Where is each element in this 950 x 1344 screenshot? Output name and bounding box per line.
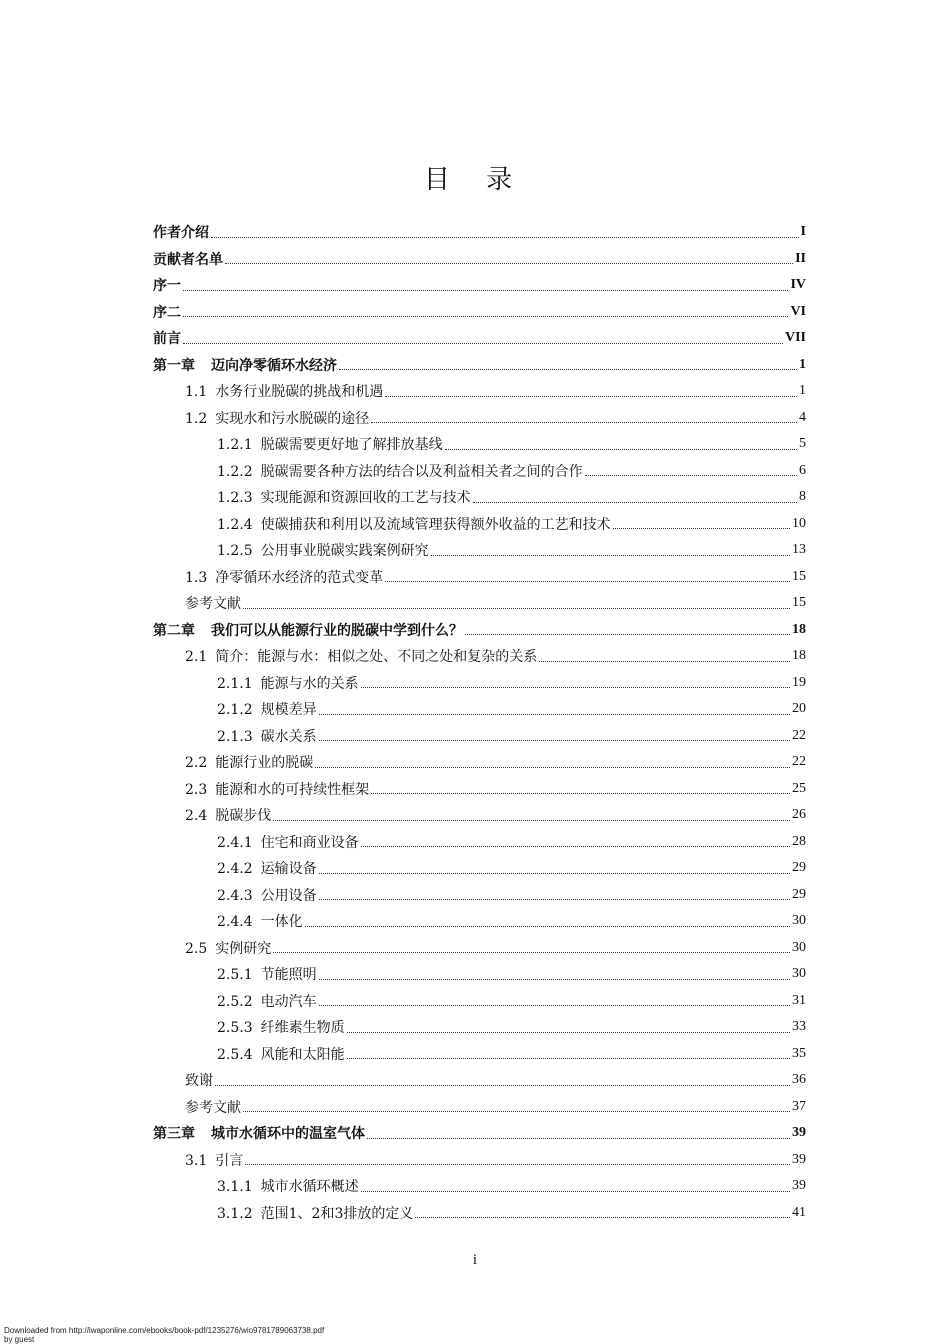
- toc-entry-number: 1.3: [185, 569, 208, 586]
- toc-entry-number: 2.1.2: [217, 702, 253, 719]
- toc-entry-title: 序二: [153, 304, 181, 321]
- toc-entry[interactable]: [0, 882, 950, 909]
- toc-entry-number: 第一章: [153, 357, 195, 374]
- dot-leader: [245, 1163, 790, 1165]
- dot-leader: [183, 289, 788, 291]
- toc-entry-page: 30: [792, 913, 806, 929]
- toc-entry-label: [185, 779, 369, 799]
- toc-entry[interactable]: [0, 1094, 950, 1121]
- toc-entry[interactable]: [0, 617, 950, 644]
- dot-leader: [319, 872, 790, 874]
- dot-leader: [225, 262, 793, 264]
- toc-entry-page: VII: [784, 330, 806, 346]
- toc-entry-label: [217, 487, 471, 507]
- toc-entry-title: 使碳捕获和利用以及流域管理获得额外收益的工艺和技术: [260, 516, 611, 533]
- dot-leader: [319, 1004, 790, 1006]
- dot-leader: [385, 395, 797, 397]
- toc-entry-label: [185, 805, 271, 825]
- toc-entry-label: [217, 514, 611, 534]
- toc-entry-number: 第二章: [153, 622, 195, 639]
- toc-entry-label: [185, 938, 271, 958]
- toc-entry-label: [217, 540, 429, 560]
- toc-entry-number: 2.4: [185, 808, 208, 825]
- toc-entry-label: [217, 434, 443, 454]
- toc-entry-title: 水务行业脱碳的挑战和机遇: [215, 384, 384, 401]
- toc-entry-label: [217, 1203, 413, 1223]
- toc-entry-label: [217, 1044, 345, 1064]
- toc-entry[interactable]: [0, 802, 950, 829]
- dot-leader: [243, 607, 790, 609]
- toc-entry-number: 2.1.1: [217, 675, 253, 692]
- toc-entry-number: 2.5.3: [217, 1020, 253, 1037]
- toc-entry-title: 风能和太阳能: [260, 1046, 345, 1063]
- dot-leader: [431, 554, 790, 556]
- toc-entry[interactable]: [0, 590, 950, 617]
- toc-entry[interactable]: [0, 670, 950, 697]
- toc-entry-page: 26: [792, 807, 806, 823]
- toc-entry[interactable]: [0, 1067, 950, 1094]
- toc-entry-page: 35: [792, 1045, 806, 1061]
- toc-entry-title: 纤维素生物质: [260, 1020, 345, 1037]
- toc-entry-page: VI: [790, 303, 806, 319]
- dot-leader: [613, 527, 790, 529]
- dot-leader: [585, 474, 797, 476]
- toc-entry[interactable]: [0, 988, 950, 1015]
- toc-entry-title: 能源行业的脱碳: [215, 755, 314, 772]
- dot-leader: [319, 898, 790, 900]
- dot-leader: [339, 368, 797, 370]
- toc-entry-number: 2.1: [185, 649, 208, 666]
- toc-entry-page: 39: [792, 1125, 806, 1141]
- dot-leader: [243, 1110, 790, 1112]
- toc-entry-page: 1: [799, 383, 806, 399]
- toc-entry-page: 18: [792, 648, 806, 664]
- toc-entry-title: 贡献者名单: [153, 251, 223, 268]
- dot-leader: [445, 448, 797, 450]
- toc-entry-title: 电动汽车: [260, 993, 317, 1010]
- toc-entry-label: [153, 355, 337, 375]
- toc-entry-label: [153, 1123, 365, 1143]
- dot-leader: [273, 951, 790, 953]
- toc-entry-page: 22: [792, 754, 806, 770]
- toc-entry-label: [217, 858, 317, 878]
- toc-entry-page: 10: [792, 515, 806, 531]
- table-of-contents: [0, 219, 950, 1226]
- toc-entry-page: 22: [792, 727, 806, 743]
- toc-entry-page: 36: [792, 1072, 806, 1088]
- dot-leader: [347, 1057, 790, 1059]
- toc-entry-page: 33: [792, 1019, 806, 1035]
- dot-leader: [371, 421, 797, 423]
- toc-entry[interactable]: [0, 961, 950, 988]
- toc-entry-title: 范围1、2和3排放的定义: [260, 1205, 414, 1222]
- toc-entry[interactable]: [0, 1147, 950, 1174]
- toc-entry-label: [217, 726, 317, 746]
- toc-entry-title: 一体化: [260, 914, 303, 931]
- toc-entry-title: 公用事业脱碳实践案例研究: [260, 543, 429, 560]
- toc-entry-label: [185, 752, 313, 772]
- toc-entry[interactable]: [0, 378, 950, 405]
- toc-entry-page: 30: [792, 966, 806, 982]
- toc-entry-label: [217, 991, 317, 1011]
- toc-entry[interactable]: [0, 431, 950, 458]
- toc-entry[interactable]: [0, 829, 950, 856]
- toc-entry[interactable]: [0, 325, 950, 352]
- toc-entry-page: 15: [792, 595, 806, 611]
- dot-leader: [465, 633, 790, 635]
- toc-entry-page: 29: [792, 886, 806, 902]
- toc-entry-number: 2.5.2: [217, 993, 253, 1010]
- download-note: [4, 1326, 324, 1344]
- toc-entry[interactable]: [0, 537, 950, 564]
- toc-entry-page: IV: [790, 277, 806, 293]
- toc-entry-title: 我们可以从能源行业的脱碳中学到什么？: [211, 622, 463, 639]
- dot-leader: [273, 819, 790, 821]
- toc-entry-number: 2.5: [185, 940, 208, 957]
- toc-entry-title: 实现能源和资源回收的工艺与技术: [260, 490, 471, 507]
- toc-entry-number: 1.2.2: [217, 463, 253, 480]
- dot-leader: [367, 1137, 790, 1139]
- toc-entry-label: [217, 832, 359, 852]
- toc-entry[interactable]: [0, 405, 950, 432]
- dot-leader: [211, 236, 799, 238]
- toc-entry-page: 19: [792, 674, 806, 690]
- toc-entry-title: 公用设备: [260, 887, 317, 904]
- toc-entry-page: 6: [799, 462, 806, 478]
- toc-entry-title: 实现水和污水脱碳的途径: [215, 410, 370, 427]
- toc-entry-number: 3.1.2: [217, 1205, 253, 1222]
- toc-entry[interactable]: [0, 458, 950, 485]
- dot-leader: [319, 713, 790, 715]
- toc-entry-page: 39: [792, 1151, 806, 1167]
- toc-entry-page: 39: [792, 1178, 806, 1194]
- toc-entry-label: [217, 461, 583, 481]
- dot-leader: [539, 660, 790, 662]
- toc-entry-page: 20: [792, 701, 806, 717]
- toc-entry-label: [185, 381, 383, 401]
- toc-entry-number: 2.5.4: [217, 1046, 253, 1063]
- toc-entry-label: [185, 1097, 241, 1117]
- toc-entry-title: 简介：能源与水：相似之处、不同之处和复杂的关系: [215, 649, 538, 666]
- toc-entry-number: 1.2: [185, 410, 208, 427]
- toc-entry[interactable]: [0, 908, 950, 935]
- toc-entry-number: 2.1.3: [217, 728, 253, 745]
- toc-entry-label: [185, 1150, 243, 1170]
- toc-entry-title: 脱碳需要各种方法的结合以及利益相关者之间的合作: [260, 463, 583, 480]
- toc-entry-label: [217, 1017, 345, 1037]
- toc-entry[interactable]: [0, 723, 950, 750]
- toc-entry[interactable]: [0, 299, 950, 326]
- toc-entry-label: [217, 673, 359, 693]
- dot-leader: [315, 766, 790, 768]
- toc-entry[interactable]: [0, 696, 950, 723]
- toc-entry-label: [185, 408, 369, 428]
- toc-entry-label: [217, 964, 317, 984]
- toc-entry-title: 运输设备: [260, 861, 317, 878]
- toc-entry-label: [185, 567, 383, 587]
- toc-entry-page: 18: [792, 621, 806, 637]
- toc-entry-number: 1.2.3: [217, 490, 253, 507]
- download-guest-line: by guest: [4, 1335, 35, 1344]
- toc-entry-number: 1.2.4: [217, 516, 253, 533]
- toc-entry-number: 1.1: [185, 384, 208, 401]
- toc-entry-label: [153, 249, 223, 269]
- toc-entry[interactable]: [0, 511, 950, 538]
- dot-leader: [305, 925, 790, 927]
- toc-entry-page: 31: [792, 992, 806, 1008]
- toc-entry[interactable]: [0, 643, 950, 670]
- dot-leader: [361, 845, 790, 847]
- toc-entry-title: 序一: [153, 278, 181, 295]
- toc-entry-title: 作者介绍: [153, 225, 209, 242]
- dot-leader: [347, 1031, 790, 1033]
- toc-entry-number: 第三章: [153, 1126, 195, 1143]
- toc-entry-title: 住宅和商业设备: [260, 834, 359, 851]
- toc-entry-label: [153, 222, 209, 242]
- toc-entry-page: 1: [799, 356, 806, 372]
- toc-entry-label: [217, 1176, 359, 1196]
- toc-entry[interactable]: [0, 564, 950, 591]
- toc-entry-page: 8: [799, 489, 806, 505]
- toc-entry-label: [185, 593, 241, 613]
- toc-entry-number: 1.2.5: [217, 543, 253, 560]
- toc-entry[interactable]: [0, 484, 950, 511]
- toc-entry-number: 3.1.1: [217, 1179, 253, 1196]
- toc-entry[interactable]: [0, 272, 950, 299]
- dot-leader: [215, 1084, 790, 1086]
- dot-leader: [319, 739, 790, 741]
- toc-entry[interactable]: [0, 1173, 950, 1200]
- toc-entry-label: [153, 620, 463, 640]
- dot-leader: [319, 978, 790, 980]
- dot-leader: [473, 501, 797, 503]
- toc-entry-label: [217, 699, 317, 719]
- toc-entry[interactable]: [0, 776, 950, 803]
- toc-entry-number: 2.3: [185, 781, 208, 798]
- toc-entry-number: 3.1: [185, 1152, 208, 1169]
- toc-entry-page: 30: [792, 939, 806, 955]
- dot-leader: [371, 792, 790, 794]
- toc-entry-page: II: [795, 250, 806, 266]
- toc-entry-title: 参考文献: [185, 596, 241, 613]
- toc-entry-title: 规模差异: [260, 702, 317, 719]
- dot-leader: [385, 580, 790, 582]
- toc-entry-number: 2.4.1: [217, 834, 253, 851]
- toc-entry-title: 致谢: [185, 1073, 213, 1090]
- toc-entry-title: 城市水循环中的温室气体: [211, 1126, 365, 1143]
- toc-entry-title: 参考文献: [185, 1099, 241, 1116]
- toc-entry-label: [185, 1070, 213, 1090]
- toc-entry[interactable]: [0, 246, 950, 273]
- toc-entry-page: 28: [792, 833, 806, 849]
- toc-entry-title: 前言: [153, 331, 181, 348]
- toc-entry-label: [153, 328, 181, 348]
- toc-entry-number: 2.2: [185, 755, 208, 772]
- dot-leader: [415, 1216, 790, 1218]
- download-source-line: Downloaded from http://iwaponline.com/ebooks/book-pdf/1235276/wio9781789063738.pdf: [4, 1326, 325, 1335]
- dot-leader: [183, 315, 788, 317]
- toc-entry-title: 脱碳步伐: [215, 808, 272, 825]
- toc-entry-page: 15: [792, 568, 806, 584]
- toc-entry-label: [217, 885, 317, 905]
- dot-leader: [361, 686, 790, 688]
- dot-leader: [361, 1190, 790, 1192]
- toc-entry-page: 41: [792, 1204, 806, 1220]
- toc-entry[interactable]: [0, 352, 950, 379]
- toc-entry-title: 碳水关系: [260, 728, 317, 745]
- toc-entry-title: 能源和水的可持续性框架: [215, 781, 370, 798]
- toc-entry-title: 能源与水的关系: [260, 675, 359, 692]
- toc-entry-number: 2.4.3: [217, 887, 253, 904]
- toc-entry-number: 2.4.2: [217, 861, 253, 878]
- toc-entry-title: 迈向净零循环水经济: [211, 357, 337, 374]
- toc-entry-title: 引言: [215, 1152, 244, 1169]
- toc-entry-title: 节能照明: [260, 967, 317, 984]
- toc-entry-title: 城市水循环概述: [260, 1179, 359, 1196]
- toc-entry[interactable]: [0, 749, 950, 776]
- toc-entry-label: [217, 911, 303, 931]
- toc-entry[interactable]: [0, 1120, 950, 1147]
- toc-entry[interactable]: [0, 935, 950, 962]
- toc-entry-label: [153, 275, 181, 295]
- toc-entry-title: 脱碳需要更好地了解排放基线: [260, 437, 443, 454]
- toc-entry[interactable]: [0, 855, 950, 882]
- toc-entry-page: 25: [792, 780, 806, 796]
- toc-entry-page: 37: [792, 1098, 806, 1114]
- toc-entry-title: 实例研究: [215, 940, 272, 957]
- toc-entry-page: 5: [799, 436, 806, 452]
- toc-entry[interactable]: [0, 1041, 950, 1068]
- toc-entry-page: 4: [799, 409, 806, 425]
- page-title: 目 录: [423, 165, 527, 196]
- toc-entry-page: 29: [792, 860, 806, 876]
- toc-entry-label: [185, 646, 537, 666]
- toc-entry-page: I: [800, 224, 806, 240]
- toc-entry-number: 1.2.1: [217, 437, 253, 454]
- toc-entry[interactable]: [0, 1014, 950, 1041]
- toc-entry[interactable]: [0, 219, 950, 246]
- toc-entry[interactable]: [0, 1200, 950, 1227]
- toc-entry-page: 13: [792, 542, 806, 558]
- toc-entry-label: [153, 302, 181, 322]
- page-number: i: [472, 1252, 478, 1268]
- dot-leader: [183, 342, 783, 344]
- toc-entry-number: 2.5.1: [217, 967, 253, 984]
- toc-entry-number: 2.4.4: [217, 914, 253, 931]
- toc-entry-title: 净零循环水经济的范式变革: [215, 569, 384, 586]
